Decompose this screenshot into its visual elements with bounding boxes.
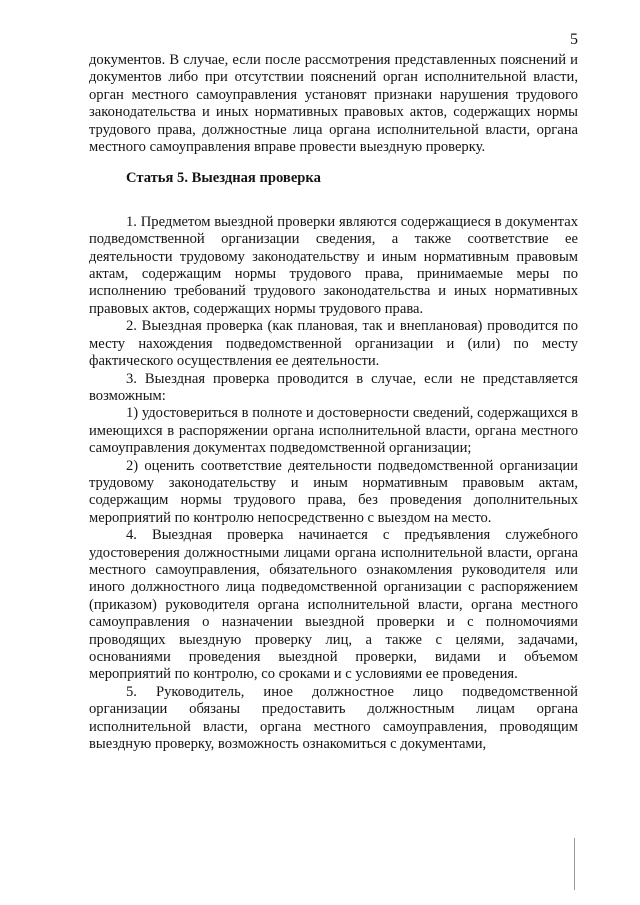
paragraph-continuation: документов. В случае, если после рассмотрения представленных пояснений и документов либо при отсутствии пояснений орган исполнительной власти, орган местного самоуправления установят признаки нарушения трудового законодательства и иных нормативных правовых актов, содержащих нормы трудового права, должностные лица органа исполнительной власти, органа местного самоуправления вправе провести выездную проверку.: [89, 52, 578, 156]
paragraph-item-2: 2. Выездная проверка (как плановая, так и внеплановая) проводится по месту нахождения подведомственной организации и (или) по месту фактического осуществления ее деятельности.: [89, 318, 578, 370]
paragraph-item-1: 1. Предметом выездной проверки являются содержащиеся в документах подведомственной организации сведения, а также соответствие ее деятельности трудовому законодательству и иным нормативным правовым актам, содержащим нормы трудового права, принимаемые меры по исполнению требований трудового законодательства и иных нормативных правовых актов, содержащих нормы трудового права.: [89, 213, 578, 317]
scan-artifact-line: [574, 838, 575, 890]
paragraph-item-5: 5. Руководитель, иное должностное лицо подведомственной организации обязаны предоставить должностным лицам органа исполнительной власти, органа местного самоуправления, проводящим выездную проверку, возможность ознакомиться с документами,: [89, 683, 578, 753]
paragraph-item-3: 3. Выездная проверка проводится в случае, если не представляется возможным:: [89, 370, 578, 404]
article-heading: Статья 5. Выездная проверка: [126, 170, 321, 187]
document-body: [89, 52, 578, 753]
subparagraph-item-3-1: 1) удостовериться в полноте и достоверности сведений, содержащихся в имеющихся в распоряжении органа исполнительной власти, органа местного самоуправления документах подведомственной организации;: [89, 405, 578, 457]
subparagraph-item-3-2: 2) оценить соответствие деятельности подведомственной организации трудовому законодательству и иным нормативным правовым актам, содержащим нормы трудового права, без проведения дополнительных мероприятий по контролю непосредственно с выездом на место.: [89, 457, 578, 526]
paragraph-item-4: 4. Выездная проверка начинается с предъявления служебного удостоверения должностными лицами органа исполнительной власти, органа местного самоуправления, обязательного ознакомления руководителя или иного должностного лица подведомственной организации с распоряжением (приказом) руководителя органа исполнительной власти, органа местного самоуправления о назначении выездной проверки и с полномочиями проводящих выездную проверку лиц, а также с целями, задачами, основаниями проведения выездной проверки, видами и объемом мероприятий по контролю, со сроками и с условиями ее проведения.: [89, 527, 578, 683]
page-number: 5: [570, 31, 578, 48]
